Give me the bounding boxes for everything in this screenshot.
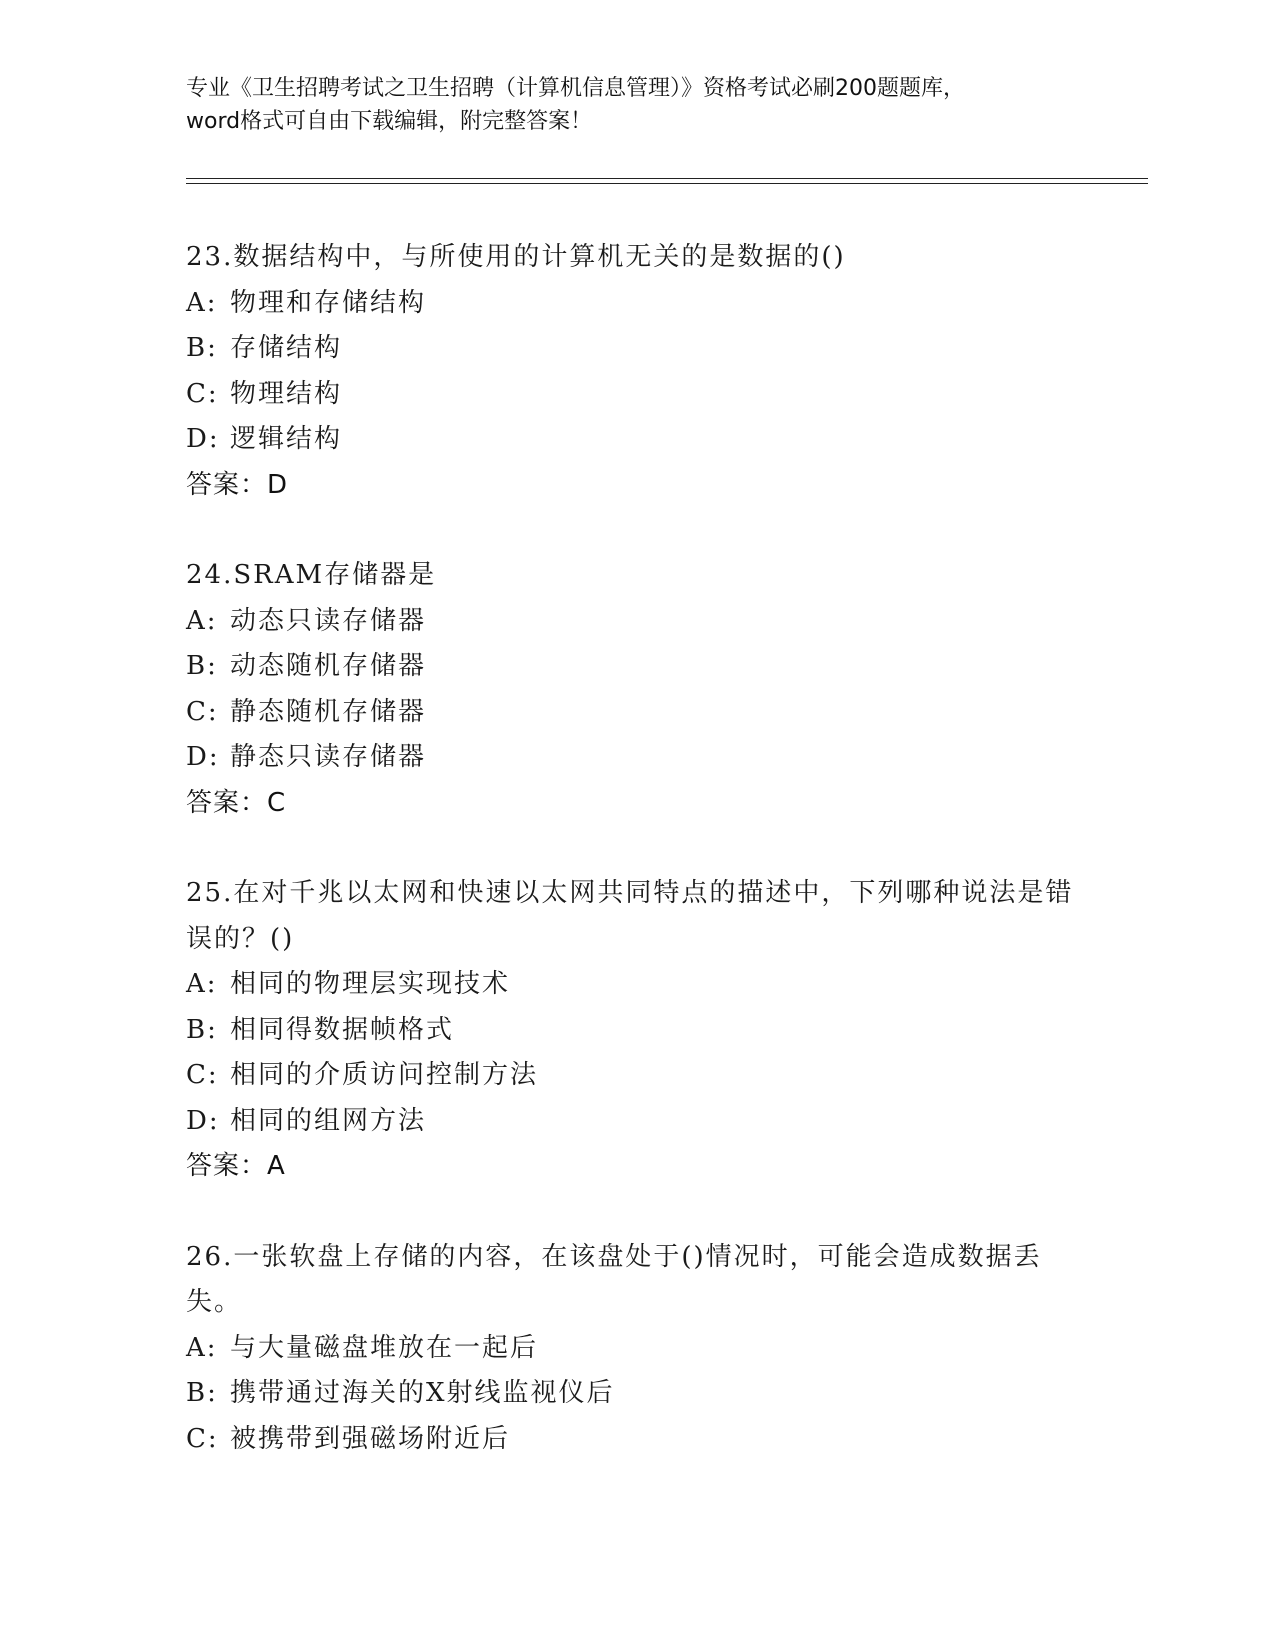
answer-option [186,1099,1086,1145]
question-block [186,871,1086,1190]
answer-option [186,644,1086,690]
header-line-2: word格式可自由下载编辑，附完整答案！ [186,109,593,134]
option-text: 动态只读存储器 [230,605,427,636]
option-letter: C: [186,1060,219,1090]
answer-option [186,599,1086,645]
question-block [186,1235,1086,1463]
header-line-1: 专业《卫生招聘考试之卫生招聘（计算机信息管理）》资格考试必刷200题题库， [186,76,965,101]
option-letter: C: [186,696,219,727]
answer-option [186,735,1086,781]
option-letter: B: [186,651,218,681]
option-letter: D: [186,1105,220,1136]
option-text: 相同的介质访问控制方法 [230,1060,539,1090]
answer-key: 答案：A [186,1151,286,1181]
option-letter: D: [186,742,220,772]
option-letter: B: [186,1014,218,1045]
option-text: 逻辑结构 [230,424,343,454]
header-divider-top [186,178,1148,179]
answer-option [186,1053,1086,1099]
option-text: 相同得数据帧格式 [230,1014,455,1045]
option-text: 被携带到强磁场附近后 [230,1423,511,1454]
question-stem: 23.数据结构中，与所使用的计算机无关的是数据的() [186,242,846,272]
document-header [186,72,1086,138]
question-list [186,235,1086,1507]
option-text: 物理和存储结构 [230,287,427,318]
option-letter: A: [186,1332,218,1363]
answer-option [186,281,1086,327]
answer-option [186,1008,1086,1054]
option-text: 相同的物理层实现技术 [230,969,511,999]
question-stem: 25.在对千兆以太网和快速以太网共同特点的描述中，下列哪种说法是错误的？() [186,878,1074,954]
answer-option [186,326,1086,372]
option-text: 携带通过海关的X射线监视仪后 [230,1378,615,1408]
option-letter: C: [186,378,219,409]
option-letter: D: [186,424,220,454]
header-divider-bottom [186,183,1148,184]
option-text: 动态随机存储器 [230,651,427,681]
option-text: 静态只读存储器 [230,742,427,772]
option-letter: A: [186,969,218,999]
option-text: 存储结构 [230,333,343,363]
option-letter: A: [186,287,218,318]
option-text: 与大量磁盘堆放在一起后 [230,1332,539,1363]
question-block [186,553,1086,826]
question-stem: 26.一张软盘上存储的内容，在该盘处于()情况时，可能会造成数据丢失。 [186,1241,1042,1317]
answer-option [186,417,1086,463]
option-letter: B: [186,1378,218,1408]
answer-option [186,690,1086,736]
question-stem: 24.SRAM存储器是 [186,560,437,590]
option-text: 物理结构 [230,378,343,409]
answer-key: 答案：D [186,469,289,500]
answer-option [186,962,1086,1008]
answer-option [186,1326,1086,1372]
option-text: 相同的组网方法 [230,1105,427,1136]
option-letter: C: [186,1423,219,1454]
answer-option [186,372,1086,418]
answer-key: 答案：C [186,787,287,818]
option-letter: B: [186,333,218,363]
answer-option [186,1371,1086,1417]
answer-option [186,1417,1086,1463]
option-letter: A: [186,605,218,636]
option-text: 静态随机存储器 [230,696,427,727]
question-block [186,235,1086,508]
